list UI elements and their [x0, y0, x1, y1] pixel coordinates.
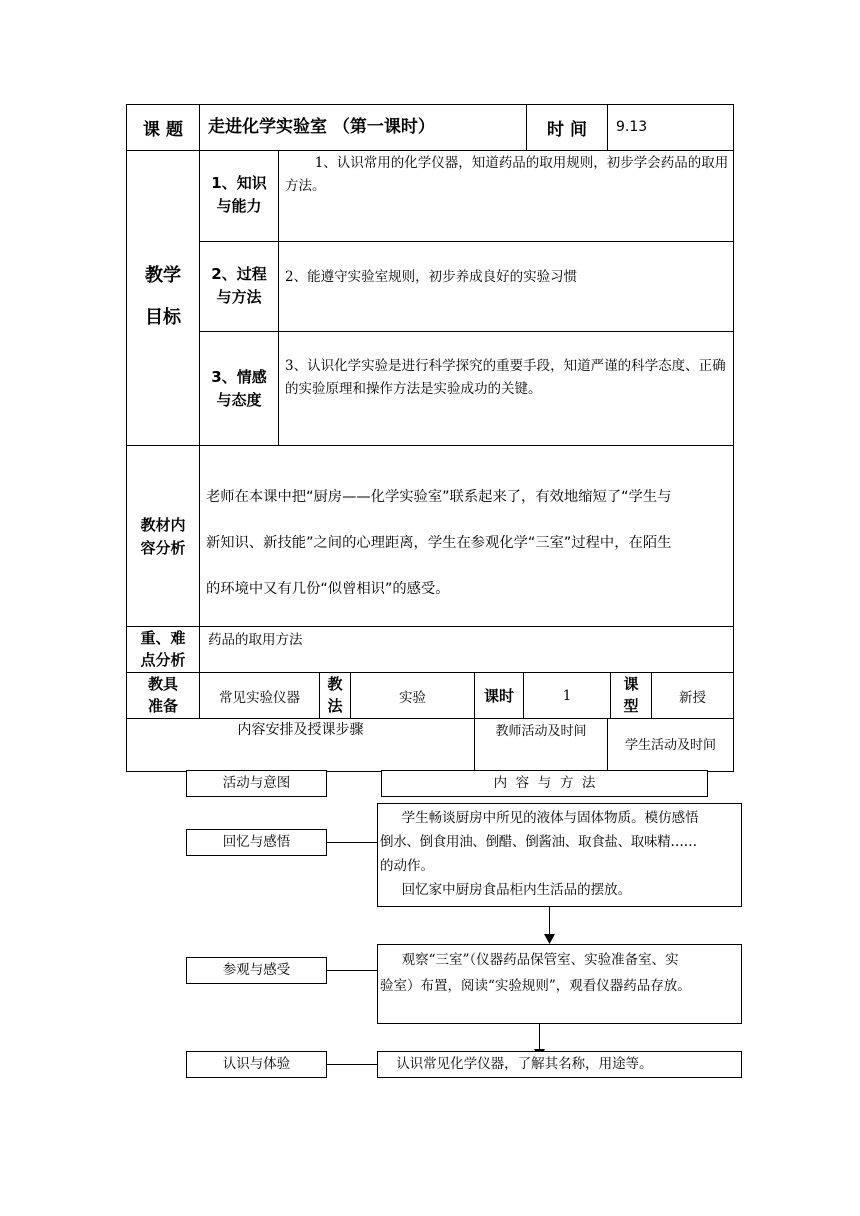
prep-value: 常见实验仪器: [219, 689, 300, 706]
objective-knowledge-text: 1、认识常用的化学仪器，知道药品的取用规则，初步学会药品的取用方法。: [285, 155, 729, 194]
key-points-text: 药品的取用方法: [208, 632, 303, 648]
topic-label: 课 题: [143, 120, 183, 140]
objective-process-text: 2、能遵守实验室规则，初步养成良好的实验习惯: [285, 269, 578, 285]
type-value: 新授: [679, 689, 706, 706]
steps-content-header: 内容安排及授课步骤: [237, 722, 364, 738]
objective-attitude-label: 3、情感 与态度: [211, 368, 267, 409]
method-label: 教 法: [327, 675, 343, 715]
flow-arrow-icon: [544, 934, 555, 944]
flow-left-header: 活动与意图: [186, 770, 327, 797]
analysis-text: 老师在本课中把“厨房——化学实验室”联系起来了，有效地缩短了“学生与 新知识、新技能”之间的心理距离，学生在参观化学“三室”过程中，在陌生 的环境中又有几份“似曾相识”的感受。: [206, 489, 672, 597]
hours-value: 1: [562, 687, 572, 704]
topic-value: 走进化学实验室 （第一课时）: [208, 117, 435, 137]
analysis-label: 教材内 容分析: [140, 516, 186, 557]
flow-stage-label: 认识与体验: [186, 1051, 327, 1078]
key-points-label: 重、难 点分析: [140, 629, 186, 669]
flow-stage-label: 参观与感受: [186, 957, 327, 984]
flow-stage-label: 回忆与感悟: [186, 829, 327, 856]
objective-knowledge-label: 1、知识 与能力: [211, 174, 267, 215]
flow-stage-content: 认识常见化学仪器，了解其名称，用途等。: [377, 1051, 742, 1078]
type-label: 课 型: [623, 675, 639, 715]
flow-stage-content: 学生畅谈厨房中所见的液体与固体物质。模仿感悟 倒水、倒食用油、倒醋、倒酱油、取食盐、取味精…… 的动作。 回忆家中厨房食品柜内生活品的摆放。: [377, 803, 742, 907]
objective-process-label: 2、过程 与方法: [211, 265, 267, 306]
method-value: 实验: [399, 689, 426, 706]
flow-stage-content: 观察“三室”（仪器药品保管室、实验准备室、实 验室）布置，阅读“实验规则”，观看仪器药品存放。: [377, 944, 742, 1024]
steps-teacher-header: 教师活动及时间: [495, 724, 587, 739]
objectives-label: 教学 目标: [145, 265, 181, 328]
time-label: 时 间: [547, 120, 587, 140]
objective-attitude-text: 3、认识化学实验是进行科学探究的重要手段，知道严谨的科学态度、正确的实验原理和操作方法是实验成功的关键。: [285, 358, 726, 397]
flow-right-header: 内 容 与 方 法: [381, 770, 708, 797]
hours-label: 课时: [483, 687, 514, 705]
time-value: 9.13: [616, 119, 648, 135]
prep-label: 教具 准备: [147, 675, 178, 715]
steps-student-header: 学生活动及时间: [624, 738, 716, 753]
